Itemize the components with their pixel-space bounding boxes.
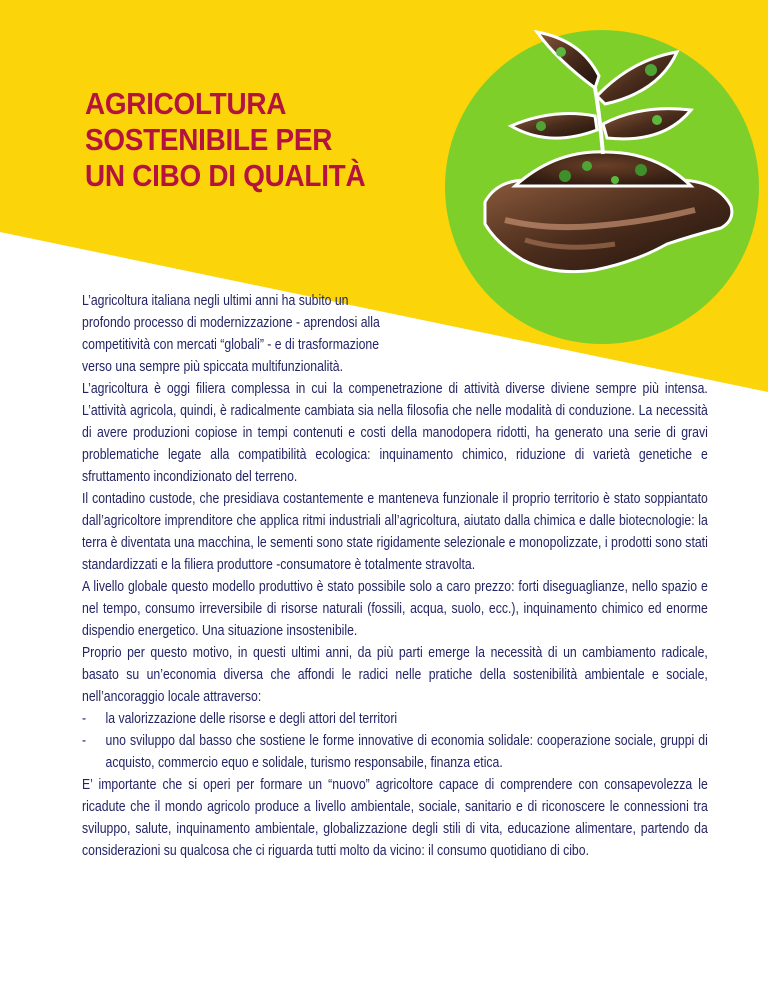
bullet-text-2: uno sviluppo dal basso che sostiene le forme innovative di economia solidale: cooperazione sociale, gruppi di acquisto, commercio equo e solidale, turismo responsabile, finanza etica. xyxy=(105,733,708,771)
paragraph-2: L’agricoltura è oggi filiera complessa in cui la compenetrazione di attività diverse diviene sempre più intensa. L’attività agricola, quindi, è radicalmente cambiata sia nella filosofia che nelle modalità di conduzione. La necessità di avere produzioni copiose in tempi contenuti e costi della manodopera ridotti, ha generato una serie di gravi problematiche legate alla compatibilità ecologica: inquinamento chimico, riduzione di varietà genetiche e sfruttamento incondizionato del terreno. xyxy=(82,381,708,485)
paragraph-3: Il contadino custode, che presidiava costantemente e manteneva funzionale il proprio territorio è stato soppiantato dall’agricoltore imprenditore che applica ritmi industriali all’agricoltura, aiutato dalla chimica e dalle biotecnologie: la terra è diventata una macchina, le sementi sono state rigidamente selezionale e monopolizzate, i prodotti sono stati standardizzati e la filiera produttore -consumatore è totalmente stravolta. xyxy=(82,491,708,573)
intro-paragraph xyxy=(82,290,708,378)
title-line-3: UN CIBO DI QUALITÀ xyxy=(85,158,366,193)
list-item xyxy=(82,730,708,774)
intro-line-3: competitività con mercati “globali” - e di trasformazione xyxy=(82,337,380,353)
paragraph-5: Proprio per questo motivo, in questi ultimi anni, da più parti emerge la necessità di un cambiamento radicale, basato su un’economia diversa che affondi le radici nelle pratiche della sostenibilità ambientale e sociale, nell’ancoraggio locale attraverso: xyxy=(82,645,708,705)
paragraph-4: A livello globale questo modello produttivo è stato possibile solo a caro prezzo: forti diseguaglianze, nello spazio e nel tempo, consumo irreversibile di risorse naturali (fossili, acqua, suolo, ecc.), inquinamento chimico ed enorme dispendio energetico. Una situazione insostenibile. xyxy=(82,579,708,639)
title-line-1: AGRICOLTURA xyxy=(85,86,287,121)
list-item xyxy=(82,708,708,730)
intro-line-4: verso una sempre più spiccata multifunzionalità. xyxy=(82,359,343,375)
page-title xyxy=(85,86,365,194)
article-body xyxy=(82,290,708,862)
intro-line-1: L’agricoltura italiana negli ultimi anni ha subito un xyxy=(82,293,349,309)
bullet-marker: - xyxy=(82,733,87,749)
intro-line-2: profondo processo di modernizzazione - aprendosi alla xyxy=(82,315,380,331)
title-line-2: SOSTENIBILE PER xyxy=(85,122,333,157)
bullet-text-1: la valorizzazione delle risorse e degli attori del territori xyxy=(105,711,398,727)
paragraph-6: E’ importante che si operi per formare un “nuovo” agricoltore capace di comprendere con consapevolezza le ricadute che il mondo agricolo produce a livello ambientale, sociale, sanitario e di riconoscere le connessioni tra sviluppo, salute, inquinamento ambientale, globalizzazione degli stili di vita, educazione alimentare, partendo da considerazioni su qualcosa che ci riguarda tutti molto da vicino: il consumo quotidiano di cibo. xyxy=(82,777,708,859)
bullet-marker: - xyxy=(82,711,87,727)
